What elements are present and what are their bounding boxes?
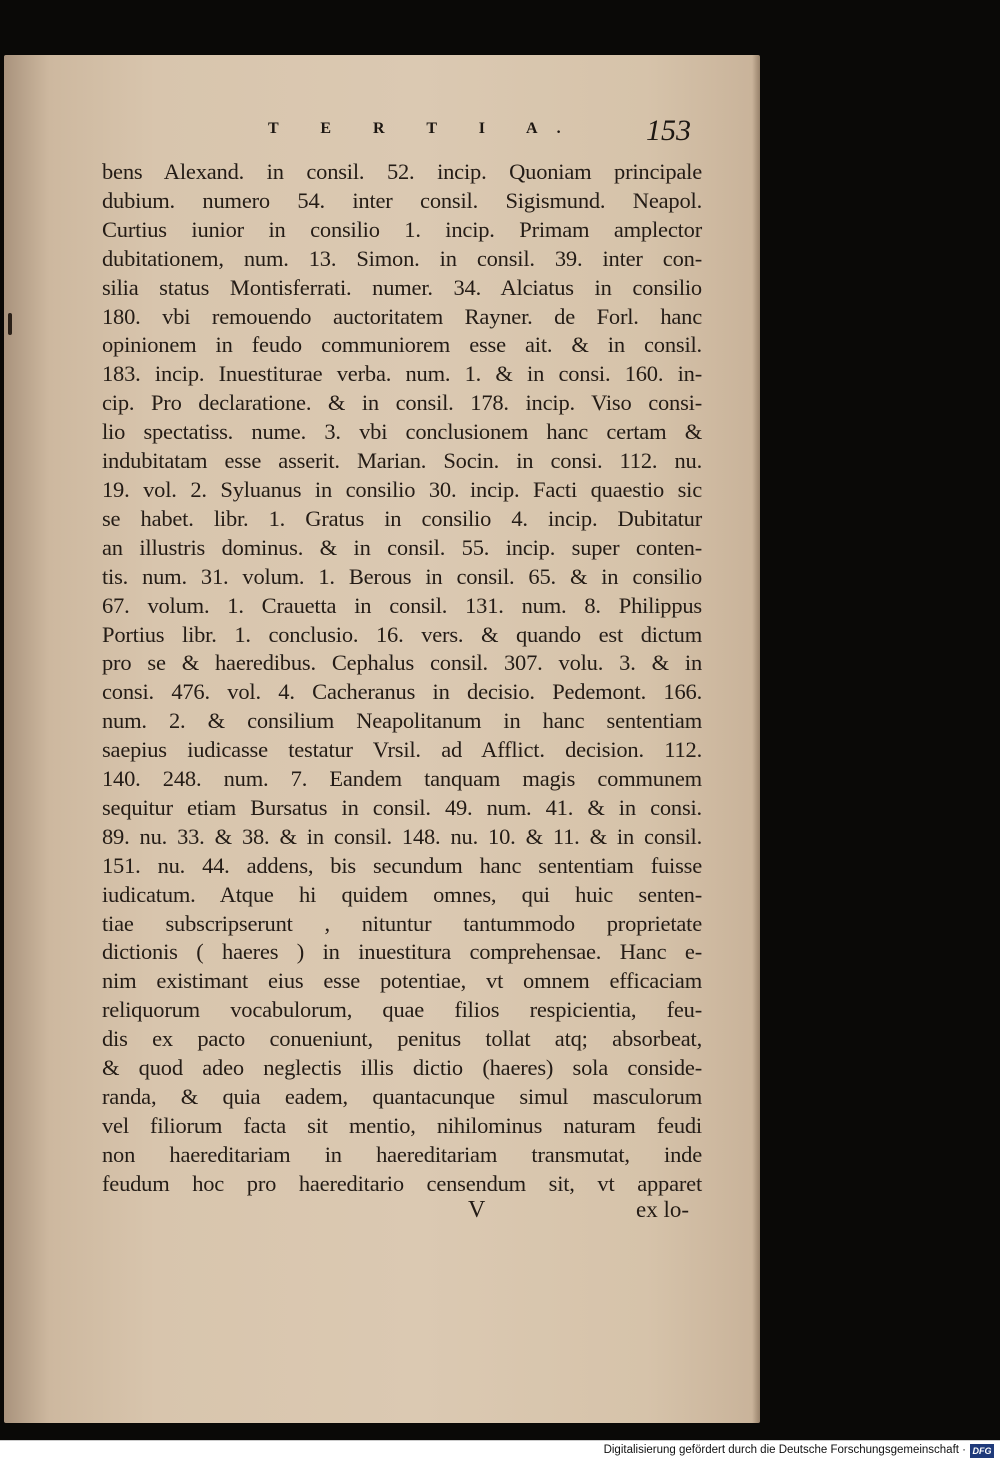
text-line: & quod adeo neglectis illis dictio (haeres) sola conside- [102, 1055, 702, 1081]
text-line: 151. nu. 44. addens, bis secundum hanc sententiam fuisse [102, 852, 702, 878]
text-line: Portius libr. 1. conclusio. 16. vers. & quando est dictum [102, 621, 702, 647]
text-line: cip. Pro declaratione. & in consil. 178. incip. Viso consi- [102, 390, 702, 416]
text-line: 140. 248. num. 7. Eandem tanquam magis communem [102, 766, 702, 792]
text-line: 89. nu. 33. & 38. & in consil. 148. nu. 10. & 11. & in consil. [102, 823, 702, 849]
running-head: T E R T I A. [268, 120, 580, 137]
page-number: 153 [646, 114, 691, 147]
text-line: vel filiorum facta sit mentio, nihilominus naturam feudi [102, 1112, 702, 1138]
signature-mark: V [468, 1197, 486, 1223]
text-line: saepius iudicasse testatur Vrsil. ad Afflict. decision. 112. [102, 737, 702, 763]
text-line: lio spectatiss. nume. 3. vbi conclusionem hanc certam & [102, 419, 702, 445]
text-line: 67. volum. 1. Crauetta in consil. 131. num. 8. Philippus [102, 592, 702, 618]
text-line: randa, & quia eadem, quantacunque simul masculorum [102, 1084, 702, 1109]
text-line: dictionis ( haeres ) in inuestitura comprehensae. Hanc e- [102, 939, 702, 965]
funding-credit: Digitalisierung gefördert durch die Deutsche Forschungsgemeinschaft · [603, 1444, 966, 1456]
text-line: 19. vol. 2. Syluanus in consilio 30. incip. Facti quaestio sic [102, 476, 702, 502]
text-line: reliquorum vocabulorum, quae filios respicientia, feu- [102, 997, 702, 1023]
text-line: sequitur etiam Bursatus in consil. 49. num. 41. & in consi. [102, 794, 702, 820]
text-line: bens Alexand. in consil. 52. incip. Quoniam principale [102, 159, 702, 184]
text-line: iudicatum. Atque hi quidem omnes, qui huic senten- [102, 881, 702, 907]
text-line: se habet. libr. 1. Gratus in consilio 4. incip. Dubitatur [102, 505, 702, 531]
text-line: an illustris dominus. & in consil. 55. incip. super conten- [102, 534, 702, 560]
text-line: indubitatam esse asserit. Marian. Socin. in consi. 112. nu. [102, 448, 702, 474]
text-line: 183. incip. Inuestiturae verba. num. 1. & in consi. 160. in- [102, 361, 702, 387]
binding-mark [8, 313, 12, 335]
text-line: Curtius iunior in consilio 1. incip. Primam amplector [102, 216, 702, 242]
text-line: pro se & haeredibus. Cephalus consil. 307. volu. 3. & in [102, 650, 702, 676]
text-line: dubitationem, num. 13. Simon. in consil. 39. inter con- [102, 245, 702, 271]
catchword: ex lo- [636, 1197, 690, 1222]
text-line: nim existimant eius esse potentiae, vt omnem efficaciam [102, 968, 702, 994]
text-line: tiae subscripserunt , nituntur tantummodo proprietate [102, 910, 702, 936]
dfg-logo-icon[interactable]: DFG [970, 1444, 994, 1458]
text-line: dubium. numero 54. inter consil. Sigismund. Neapol. [102, 187, 702, 213]
text-line: num. 2. & consilium Neapolitanum in hanc sententiam [102, 708, 702, 734]
text-line: dis ex pacto conueniunt, penitus tollat atq; absorbeat, [102, 1026, 702, 1052]
text-line: feudum hoc pro haereditario censendum sit, vt apparet [102, 1170, 702, 1196]
text-line: 180. vbi remouendo auctoritatem Rayner. de Forl. hanc [102, 303, 702, 329]
text-line: consi. 476. vol. 4. Cacheranus in decisio. Pedemont. 166. [102, 679, 702, 705]
text-line: non haereditariam in haereditariam transmutat, inde [102, 1141, 702, 1167]
footer-bar [0, 1440, 1000, 1463]
body-text [102, 158, 702, 1199]
text-line: tis. num. 31. volum. 1. Berous in consil. 65. & in consilio [102, 563, 702, 589]
text-line: opinionem in feudo communiorem esse ait. & in consil. [102, 332, 702, 358]
text-line: silia status Montisferrati. numer. 34. Alciatus in consilio [102, 274, 702, 300]
